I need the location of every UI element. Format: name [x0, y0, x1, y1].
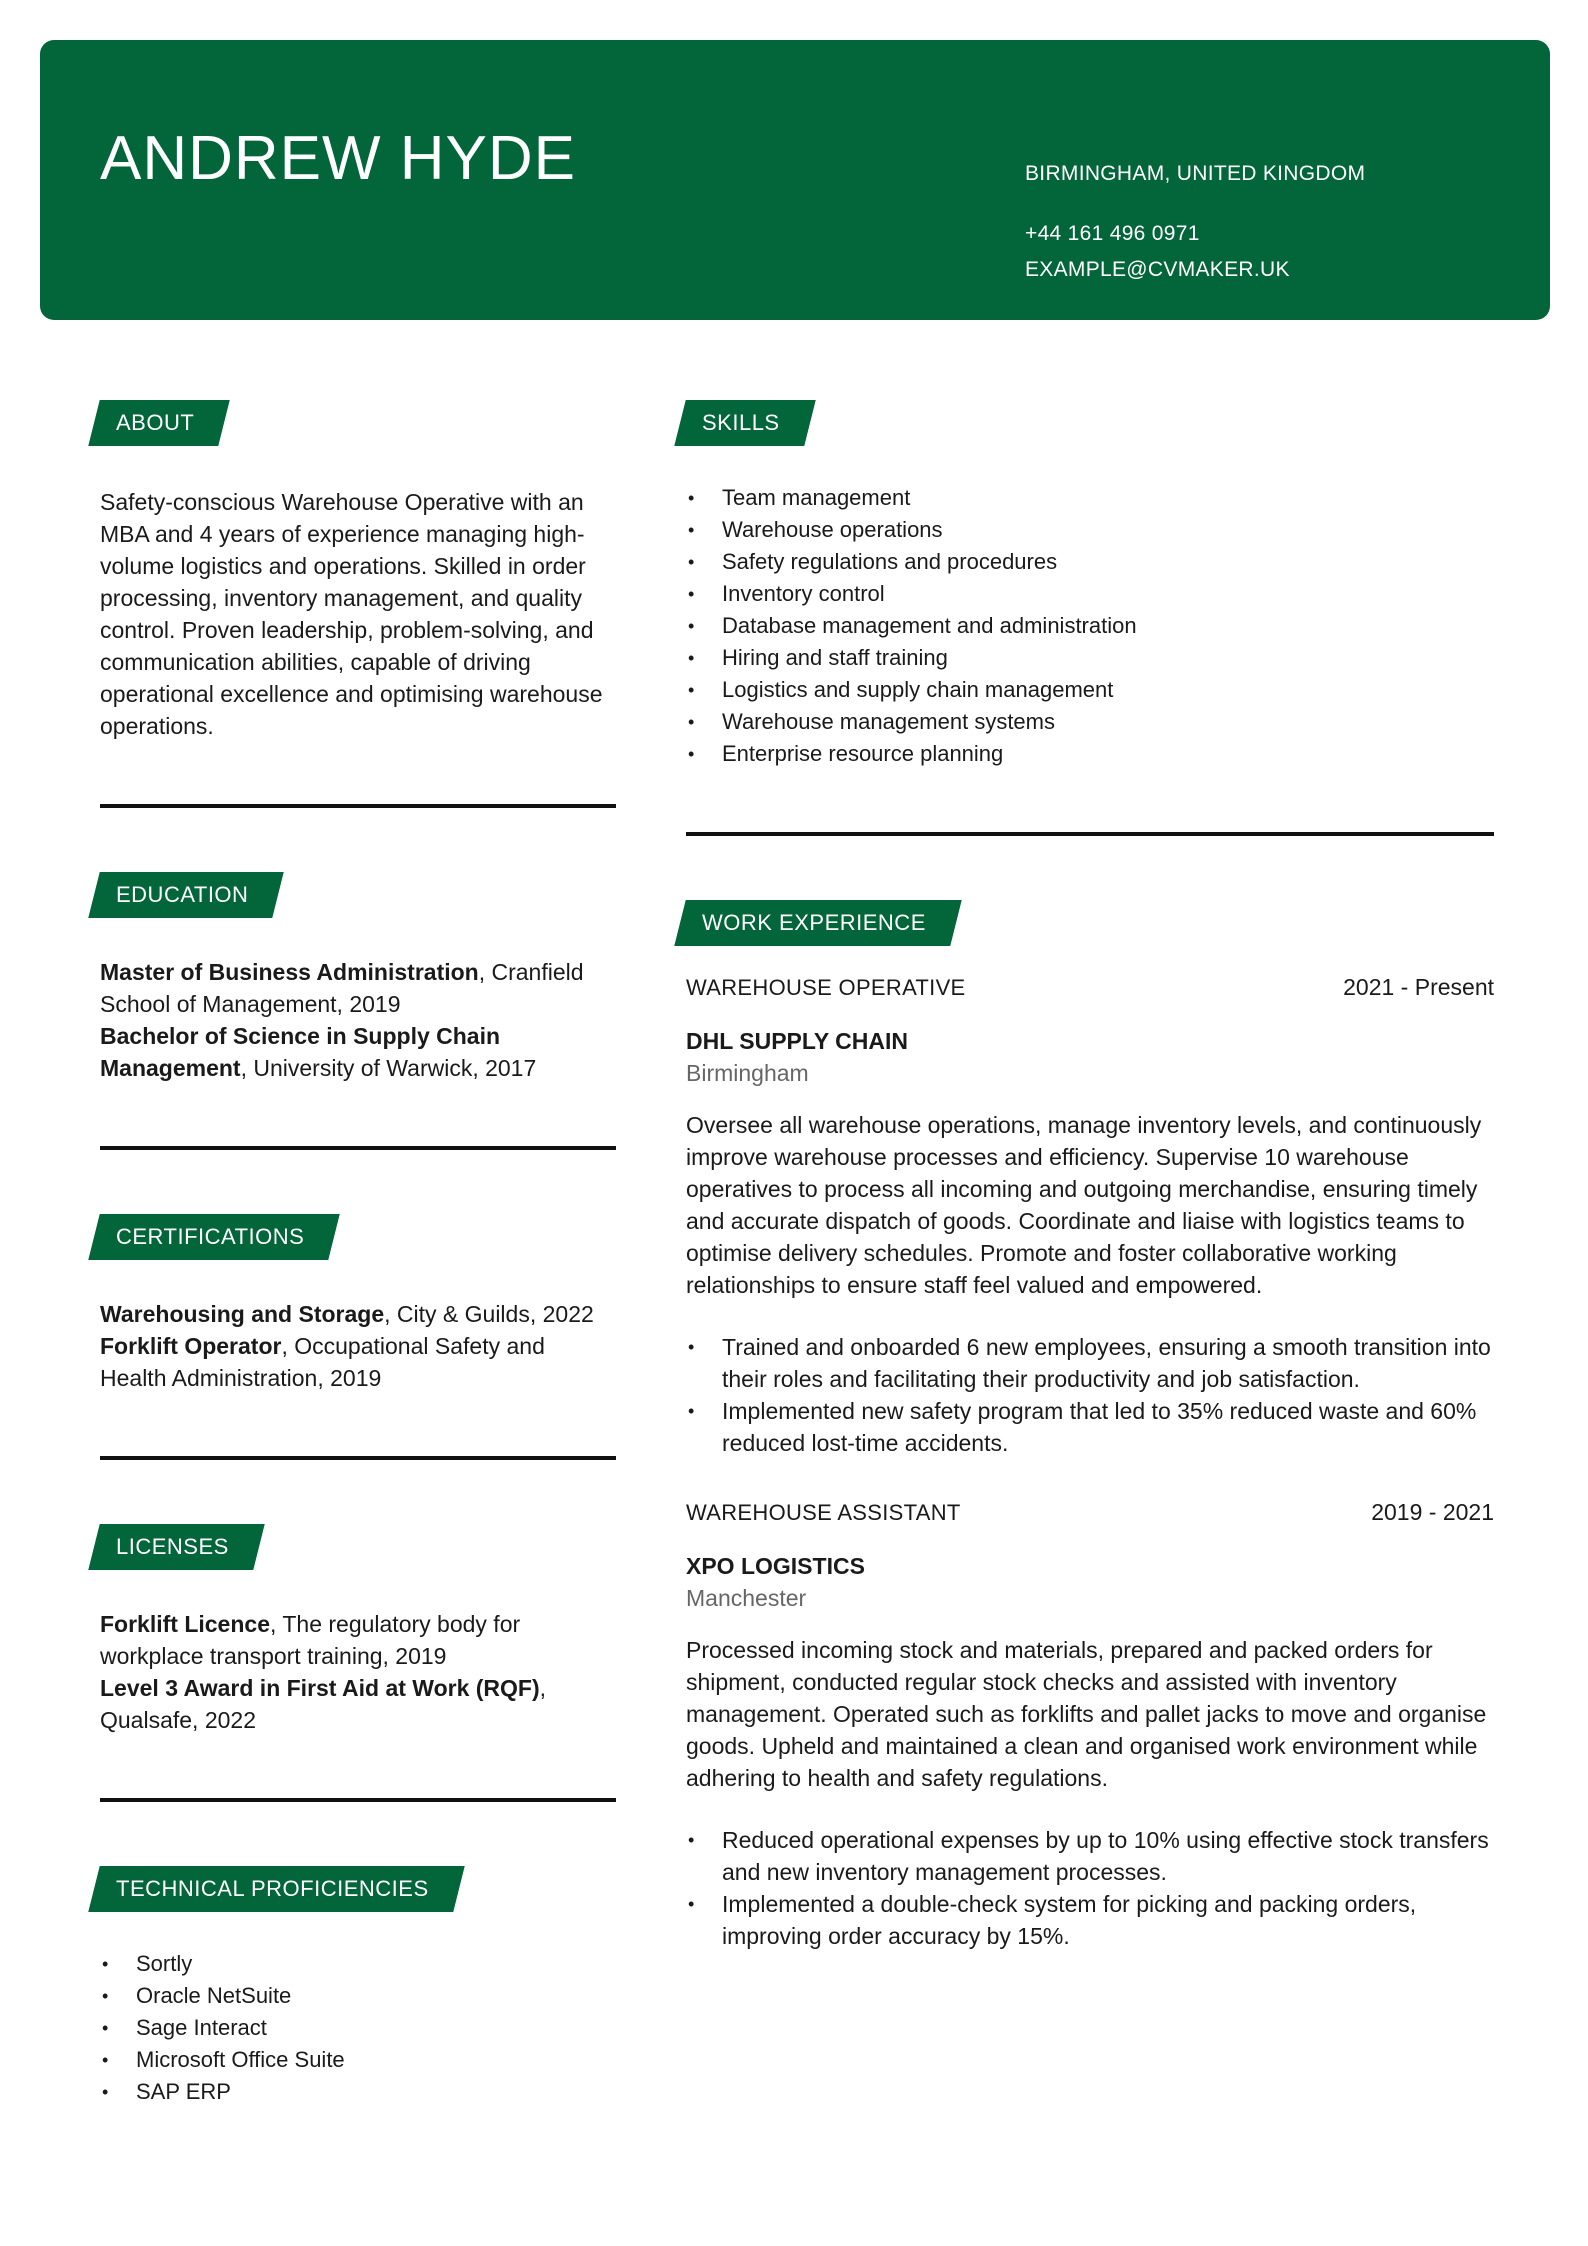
job-dates: 2019 - 2021	[1371, 1499, 1494, 1525]
right-column	[686, 400, 1494, 1952]
list-item: • Enterprise resource planning	[686, 738, 1494, 770]
job-entry	[686, 974, 1494, 1459]
section-divider	[100, 1798, 616, 1802]
entry-title: Warehousing and Storage	[100, 1301, 385, 1327]
contact-location: BIRMINGHAM, UNITED KINGDOM	[1025, 162, 1366, 185]
entry-detail: , The regulatory body for workplace transport training, 2019	[100, 1611, 521, 1669]
company-name: XPO LOGISTICS	[686, 1553, 865, 1579]
list-item: • Team management	[686, 482, 1494, 514]
job-title: WAREHOUSE OPERATIVE	[686, 975, 966, 1000]
list-item: • Sortly	[100, 1948, 616, 1980]
left-column	[100, 400, 616, 2108]
about-text: Safety-conscious Warehouse Operative with an MBA and 4 years of experience managing high-volume logistics and operations. Skilled in order processing, inventory management, and quality control. Proven leadership, problem-solving, and communication abilities, capable of driving operational excellence and optimising warehouse operations.	[100, 489, 603, 739]
list-item: • Warehouse operations	[686, 514, 1494, 546]
about-section	[100, 400, 616, 742]
list-item: • Sage Interact	[100, 2012, 616, 2044]
section-divider	[100, 804, 616, 808]
job-dates: 2021 - Present	[1343, 974, 1494, 1000]
entry-title: Level 3 Award in First Aid at Work (RQF)	[100, 1675, 540, 1701]
list-item: • Safety regulations and procedures	[686, 546, 1494, 578]
list-item: • Database management and administration	[686, 610, 1494, 642]
contact-phone: +44 161 496 0971	[1025, 222, 1200, 245]
list-item: • Trained and onboarded 6 new employees, ensuring a smooth transition into their roles and facilitating their productivity and job satisfaction.	[686, 1331, 1494, 1395]
resume-header	[40, 40, 1550, 320]
skills-list	[686, 482, 1494, 770]
entry-detail: , Cranfield School of Management, 2019	[100, 959, 584, 1017]
experience-section	[686, 900, 1494, 1952]
technical-section	[100, 1866, 616, 2108]
job-entry	[686, 1499, 1494, 1952]
education-entry	[100, 1020, 616, 1084]
education-section	[100, 872, 616, 1084]
certification-entry	[100, 1298, 616, 1330]
licenses-heading: LICENSES	[94, 1524, 259, 1570]
list-item: • Reduced operational expenses by up to 10% using effective stock transfers and new inventory management processes.	[686, 1824, 1494, 1888]
entry-title: Master of Business Administration	[100, 959, 479, 985]
education-entry	[100, 956, 616, 1020]
job-description: Processed incoming stock and materials, prepared and packed orders for shipment, conducted regular stock checks and assisted with inventory management. Operated such as forklifts and pallet jacks to move and organise goods. Upheld and maintained a clean and organised work environment while adhering to health and safety regulations.	[686, 1637, 1487, 1791]
list-item: • Hiring and staff training	[686, 642, 1494, 674]
candidate-name: ANDREW HYDE	[100, 124, 577, 193]
list-item: • Inventory control	[686, 578, 1494, 610]
list-item: • Implemented a double-check system for picking and packing orders, improving order accuracy by 15%.	[686, 1888, 1494, 1952]
entry-title: Forklift Operator	[100, 1333, 282, 1359]
certifications-heading: CERTIFICATIONS	[94, 1214, 334, 1260]
section-divider	[686, 832, 1494, 836]
job-description: Oversee all warehouse operations, manage inventory levels, and continuously improve warehouse processes and efficiency. Supervise 10 warehouse operatives to process all incoming and outgoing merchandise, ensuring timely and accurate dispatch of goods. Coordinate and liaise with logistics teams to optimise delivery schedules. Promote and foster collaborative working relationships to ensure staff feel valued and empowered.	[686, 1112, 1482, 1298]
entry-detail: , City & Guilds, 2022	[384, 1301, 594, 1327]
skills-section	[686, 400, 1494, 770]
entry-title: Bachelor of Science in Supply Chain Management	[100, 1023, 501, 1081]
list-item: • Microsoft Office Suite	[100, 2044, 616, 2076]
entry-title: Forklift Licence	[100, 1611, 270, 1637]
job-location: Manchester	[686, 1585, 807, 1611]
technical-heading: TECHNICAL PROFICIENCIES	[94, 1866, 459, 1912]
entry-detail: , University of Warwick, 2017	[240, 1055, 537, 1081]
certifications-section	[100, 1214, 616, 1394]
contact-email: EXAMPLE@CVMAKER.UK	[1025, 258, 1290, 281]
experience-heading: WORK EXPERIENCE	[680, 900, 956, 946]
job-title: WAREHOUSE ASSISTANT	[686, 1500, 961, 1525]
list-item: • Implemented new safety program that led to 35% reduced waste and 60% reduced lost-time accidents.	[686, 1395, 1494, 1459]
entry-detail: , Qualsafe, 2022	[100, 1675, 547, 1733]
contact-info	[1025, 156, 1365, 288]
list-item: • SAP ERP	[100, 2076, 616, 2108]
list-item: • Warehouse management systems	[686, 706, 1494, 738]
list-item: • Logistics and supply chain management	[686, 674, 1494, 706]
license-entry	[100, 1672, 616, 1736]
entry-detail: , Occupational Safety and Health Administration, 2019	[100, 1333, 545, 1391]
education-heading: EDUCATION	[94, 872, 278, 918]
technical-list	[100, 1948, 616, 2108]
section-divider	[100, 1146, 616, 1150]
achievements-list	[686, 1824, 1494, 1952]
company-name: DHL SUPPLY CHAIN	[686, 1028, 908, 1054]
achievements-list	[686, 1331, 1494, 1459]
licenses-section	[100, 1524, 616, 1736]
job-location: Birmingham	[686, 1060, 809, 1086]
section-divider	[100, 1456, 616, 1460]
license-entry	[100, 1608, 616, 1672]
about-heading: ABOUT	[94, 400, 224, 446]
certification-entry	[100, 1330, 616, 1394]
skills-heading: SKILLS	[680, 400, 810, 446]
list-item: • Oracle NetSuite	[100, 1980, 616, 2012]
